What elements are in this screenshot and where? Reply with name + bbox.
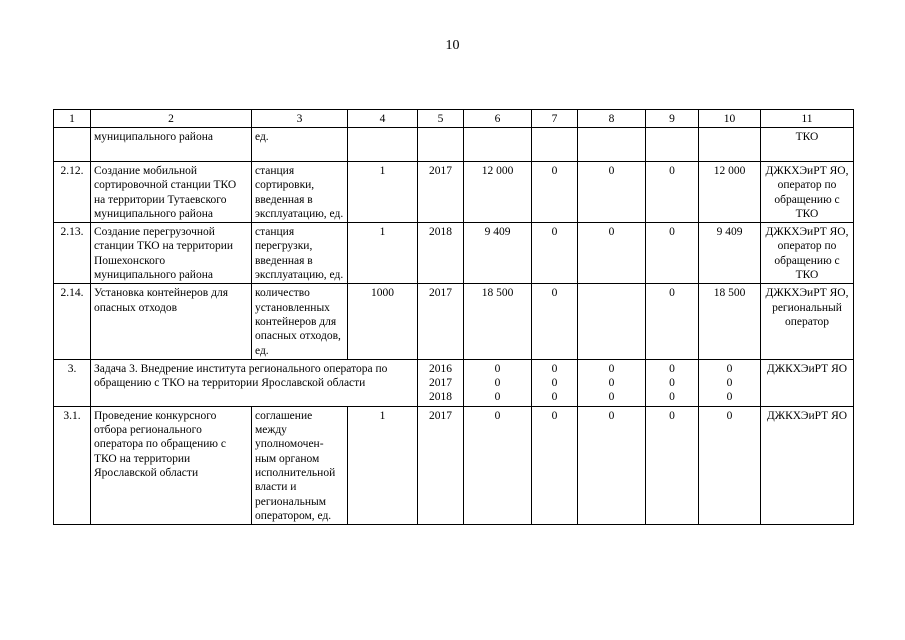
col7-value: 0 <box>551 391 558 404</box>
cell-col10: 12 000 <box>699 162 761 223</box>
cell-name: муниципального района <box>91 128 252 162</box>
cell-col8 <box>578 284 646 359</box>
header-cell-1: 1 <box>54 110 91 128</box>
header-cell-4: 4 <box>348 110 418 128</box>
cell-qty: 1 <box>348 162 418 223</box>
header-cell-2: 2 <box>91 110 252 128</box>
cell-total: 0 <box>464 406 532 524</box>
cell-name: Установка контейнеров для опасных отходов <box>91 284 252 359</box>
program-table <box>53 109 854 525</box>
cell-years <box>418 359 464 406</box>
cell-unit: количество установленных контейнеров для опасных отходов, ед. <box>252 284 348 359</box>
header-cell-6: 6 <box>464 110 532 128</box>
cell-col9: 0 <box>646 406 699 524</box>
cell-total <box>464 359 532 406</box>
cell-name: Создание перегрузочной станции ТКО на территории Пошехонского муниципального района <box>91 223 252 284</box>
cell-responsible: ТКО <box>761 128 854 162</box>
cell-num: 2.13. <box>54 223 91 284</box>
table-row-3-1 <box>54 406 854 524</box>
total-value: 0 <box>494 377 501 390</box>
cell-qty: 1000 <box>348 284 418 359</box>
cell-num: 2.12. <box>54 162 91 223</box>
table-row-2-12 <box>54 162 854 223</box>
cell-qty <box>348 128 418 162</box>
cell-year: 2018 <box>418 223 464 284</box>
year-value: 2016 <box>429 362 452 375</box>
cell-year: 2017 <box>418 284 464 359</box>
cell-col7 <box>532 359 578 406</box>
cell-year <box>418 128 464 162</box>
col7-value: 0 <box>551 377 558 390</box>
total-value: 0 <box>494 391 501 404</box>
cell-col9 <box>646 359 699 406</box>
cell-col7 <box>532 128 578 162</box>
cell-num <box>54 128 91 162</box>
table-row-continuation <box>54 128 854 162</box>
cell-total: 12 000 <box>464 162 532 223</box>
header-cell-10: 10 <box>699 110 761 128</box>
cell-col9: 0 <box>646 223 699 284</box>
cell-col10 <box>699 128 761 162</box>
col10-value: 0 <box>726 391 733 404</box>
col10-value: 0 <box>726 362 733 375</box>
cell-num: 3.1. <box>54 406 91 524</box>
header-cell-8: 8 <box>578 110 646 128</box>
cell-col10 <box>699 359 761 406</box>
header-row <box>54 110 854 128</box>
table-row-2-14 <box>54 284 854 359</box>
cell-qty: 1 <box>348 406 418 524</box>
cell-col8 <box>578 359 646 406</box>
header-cell-5: 5 <box>418 110 464 128</box>
cell-col10: 9 409 <box>699 223 761 284</box>
cell-col7: 0 <box>532 223 578 284</box>
cell-col7: 0 <box>532 162 578 223</box>
col8-value: 0 <box>608 391 615 404</box>
cell-name: Проведение конкурсного отбора регионального оператора по обращению с ТКО на территории Ярославской области <box>91 406 252 524</box>
year-value: 2017 <box>429 377 452 390</box>
cell-total: 9 409 <box>464 223 532 284</box>
cell-num: 2.14. <box>54 284 91 359</box>
cell-responsible: ДЖКХЭиРТ ЯО, оператор по обращению с ТКО <box>761 162 854 223</box>
cell-task-name: Задача 3. Внедрение института регионального оператора по обращению с ТКО на территории Ярославской области <box>91 359 418 406</box>
header-cell-9: 9 <box>646 110 699 128</box>
cell-col8: 0 <box>578 406 646 524</box>
cell-col7: 0 <box>532 406 578 524</box>
cell-col10: 18 500 <box>699 284 761 359</box>
cell-year: 2017 <box>418 406 464 524</box>
cell-col7: 0 <box>532 284 578 359</box>
col7-value: 0 <box>551 362 558 375</box>
cell-responsible: ДЖКХЭиРТ ЯО <box>761 359 854 406</box>
cell-col8: 0 <box>578 162 646 223</box>
header-cell-3: 3 <box>252 110 348 128</box>
col8-value: 0 <box>608 377 615 390</box>
table-row-2-13 <box>54 223 854 284</box>
cell-num: 3. <box>54 359 91 406</box>
header-cell-11: 11 <box>761 110 854 128</box>
cell-name: Создание мобильной сортировочной станции ТКО на территории Тутаевского муниципального района <box>91 162 252 223</box>
header-cell-7: 7 <box>532 110 578 128</box>
cell-unit: ед. <box>252 128 348 162</box>
col10-value: 0 <box>726 377 733 390</box>
table-row-3 <box>54 359 854 406</box>
cell-unit: станция перегрузки, введенная в эксплуатацию, ед. <box>252 223 348 284</box>
cell-year: 2017 <box>418 162 464 223</box>
cell-col8: 0 <box>578 223 646 284</box>
col9-value: 0 <box>669 362 675 375</box>
cell-total: 18 500 <box>464 284 532 359</box>
cell-col9: 0 <box>646 162 699 223</box>
cell-qty: 1 <box>348 223 418 284</box>
cell-col9 <box>646 128 699 162</box>
cell-responsible: ДЖКХЭиРТ ЯО <box>761 406 854 524</box>
cell-unit: станция сортировки, введенная в эксплуатацию, ед. <box>252 162 348 223</box>
cell-col8 <box>578 128 646 162</box>
cell-responsible: ДЖКХЭиРТ ЯО, оператор по обращению с ТКО <box>761 223 854 284</box>
col8-value: 0 <box>608 362 615 375</box>
cell-responsible: ДЖКХЭиРТ ЯО, региональный оператор <box>761 284 854 359</box>
cell-total <box>464 128 532 162</box>
col9-value: 0 <box>669 391 675 404</box>
year-value: 2018 <box>429 391 452 404</box>
total-value: 0 <box>494 362 501 375</box>
cell-col9: 0 <box>646 284 699 359</box>
cell-col10: 0 <box>699 406 761 524</box>
col9-value: 0 <box>669 377 675 390</box>
page-number: 10 <box>445 38 460 53</box>
cell-unit: соглашение между уполномочен-ным органом исполнительной власти и региональным оператором, ед. <box>252 406 348 524</box>
